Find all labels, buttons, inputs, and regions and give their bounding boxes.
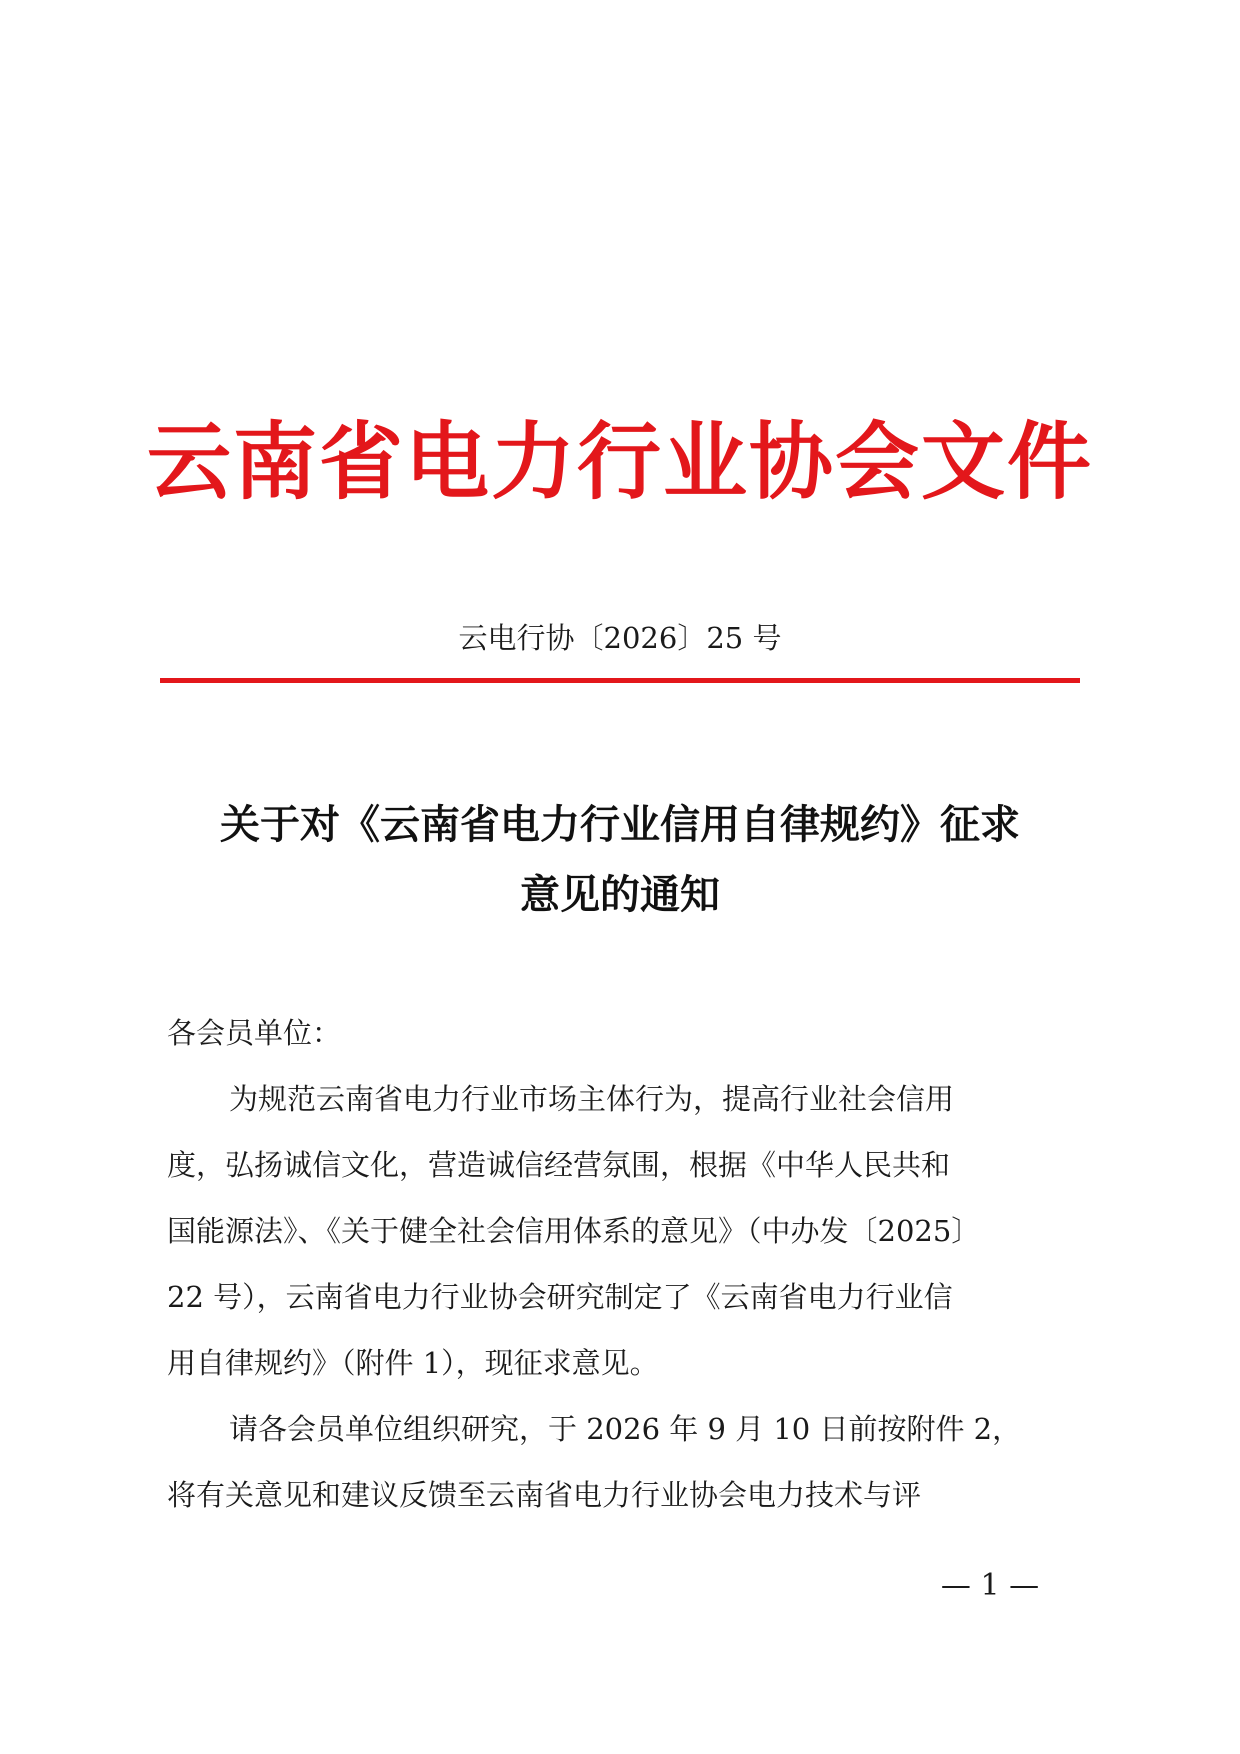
paragraph-line: 22 号），云南省电力行业协会研究制定了《云南省电力行业信 bbox=[167, 1280, 953, 1314]
paragraph-line: 度，弘扬诚信文化，营造诚信经营氛围，根据《中华人民共和 bbox=[167, 1148, 951, 1182]
paragraph-line: 将有关意见和建议反馈至云南省电力行业协会电力技术与评 bbox=[167, 1478, 922, 1512]
paragraph-line: 用自律规约》（附件 1），现征求意见。 bbox=[167, 1346, 659, 1380]
paragraph-line: 国能源法》、《关于健全社会信用体系的意见》（中办发〔2025〕 bbox=[167, 1214, 981, 1248]
notice-title bbox=[150, 790, 1090, 930]
page-number: — 1 — bbox=[940, 1568, 1040, 1603]
org-file-title: 云南省电力行业协会文件 bbox=[146, 413, 1093, 511]
paragraph-2 bbox=[167, 1396, 1067, 1528]
notice-title-line-2: 意见的通知 bbox=[520, 871, 720, 918]
paragraph-line: 请各会员单位组织研究，于 2026 年 9 月 10 日前按附件 2， bbox=[229, 1412, 1022, 1446]
paragraph-1 bbox=[167, 1066, 1067, 1396]
notice-title-line-1: 关于对《云南省电力行业信用自律规约》征求 bbox=[220, 801, 1020, 848]
red-divider-line bbox=[160, 678, 1080, 683]
salutation: 各会员单位： bbox=[167, 1016, 342, 1050]
document-number: 云电行协〔2026〕25 号 bbox=[458, 621, 782, 655]
paragraph-line: 为规范云南省电力行业市场主体行为，提高行业社会信用 bbox=[229, 1082, 955, 1116]
notice-body bbox=[167, 1000, 1067, 1528]
